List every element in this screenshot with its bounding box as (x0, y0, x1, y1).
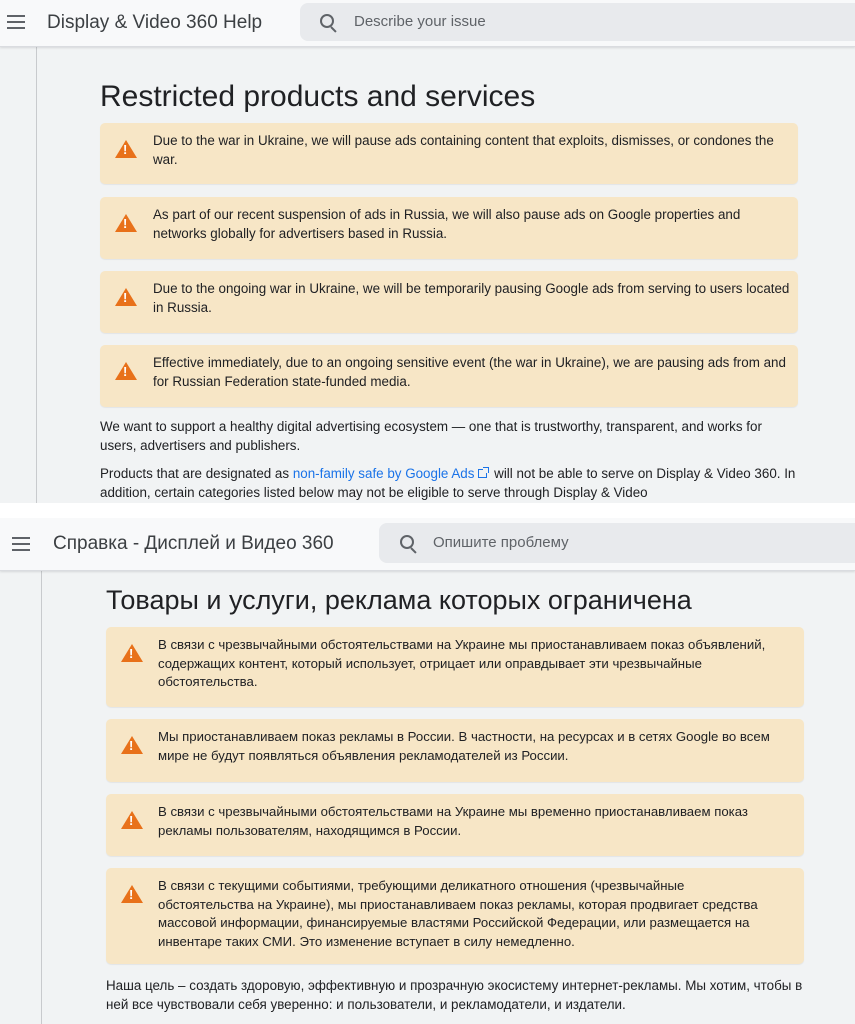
search-icon[interactable] (320, 14, 338, 32)
notice-text: В связи с чрезвычайными обстоятельствами на Украине мы временно приостанавливаем показ рекламы пользователям, находящимся в России. (158, 804, 748, 838)
notice-text: Due to the ongoing war in Ukraine, we will be temporarily pausing Google ads from serving to users located in Russia. (153, 281, 790, 315)
warning-icon (121, 885, 143, 903)
warning-icon (115, 362, 137, 380)
notice-text: Мы приостанавливаем показ рекламы в России. В частности, на ресурсах и в сетях Google во всем мире не будут появляться объявления рекламодателей из России. (158, 729, 770, 763)
search-box[interactable] (300, 3, 855, 41)
war-notice (100, 197, 798, 259)
hamburger-menu-icon[interactable] (7, 15, 25, 29)
notice-text: В связи с чрезвычайными обстоятельствами на Украине мы приостанавливаем показ объявлений, содержащих контент, который использует, отрицает или оправдывает эти чрезвычайные обстоятельства. (158, 637, 766, 689)
products-paragraph (100, 465, 800, 502)
left-rail-divider (41, 570, 42, 1024)
products-text-end: will not be able to serve on Display & Video 360. In addition, certain categories listed below may not be eligible to serve through Display & Video (100, 466, 796, 500)
war-notice (106, 627, 804, 707)
warning-icon (115, 288, 137, 306)
search-icon[interactable] (400, 535, 418, 553)
non-family-safe-link[interactable]: non-family safe by Google Ads (292, 466, 475, 481)
app-title[interactable]: Справка - Дисплей и Видео 360 (53, 533, 334, 554)
intro-paragraph: We want to support a healthy digital advertising ecosystem — one that is trustworthy, transparent, and works for users, advertisers and publishers. (100, 419, 762, 453)
war-notice (106, 719, 804, 782)
russian-header (0, 518, 855, 571)
war-notice (100, 345, 798, 407)
app-title[interactable]: Display & Video 360 Help (47, 12, 263, 33)
notice-text: В связи с текущими событиями, требующими деликатного отношения (чрезвычайные обстоятельства на Украине), мы приостанавливаем показ рекламы, которая продвигает средства массовой информации, финансируемые властями Российской Федерации, или размещается на инвентаре таких СМИ. Это изменение вступает в силу немедленно. (158, 878, 758, 949)
english-help-page (0, 0, 855, 503)
warning-icon (115, 140, 137, 158)
notice-text: Due to the war in Ukraine, we will pause ads containing content that exploits, dismisses, or condones the war. (153, 133, 774, 167)
search-input[interactable]: Опишите проблему (433, 534, 569, 551)
search-input[interactable]: Describe your issue (354, 13, 486, 30)
war-notice (106, 794, 804, 856)
warning-icon (121, 736, 143, 754)
war-notice (100, 123, 798, 184)
page-title: Restricted products and services (100, 80, 536, 113)
products-text-start: Products that are designated as (100, 466, 293, 481)
notice-text: Effective immediately, due to an ongoing sensitive event (the war in Ukraine), we are pausing ads from and for Russian Federation state-funded media. (153, 355, 786, 389)
left-rail-divider (36, 46, 37, 503)
war-notice (106, 868, 804, 964)
warning-icon (115, 214, 137, 232)
hamburger-menu-icon[interactable] (12, 537, 30, 551)
notice-text: As part of our recent suspension of ads in Russia, we will also pause ads on Google properties and networks globally for advertisers based in Russia. (153, 207, 741, 241)
warning-icon (121, 811, 143, 829)
english-header (0, 0, 855, 47)
warning-icon (121, 644, 143, 662)
intro-paragraph: Наша цель – создать здоровую, эффективную и прозрачную экосистему интернет-рекламы. Мы хотим, чтобы в ней все чувствовали себя уверенно: и пользователи, и рекламодатели, и издатели. (106, 978, 803, 1012)
external-link-icon[interactable] (478, 469, 487, 478)
russian-help-page (0, 518, 855, 1024)
war-notice (100, 271, 798, 333)
search-box[interactable] (379, 523, 855, 563)
page-title: Товары и услуги, реклама которых ограничена (106, 585, 692, 615)
